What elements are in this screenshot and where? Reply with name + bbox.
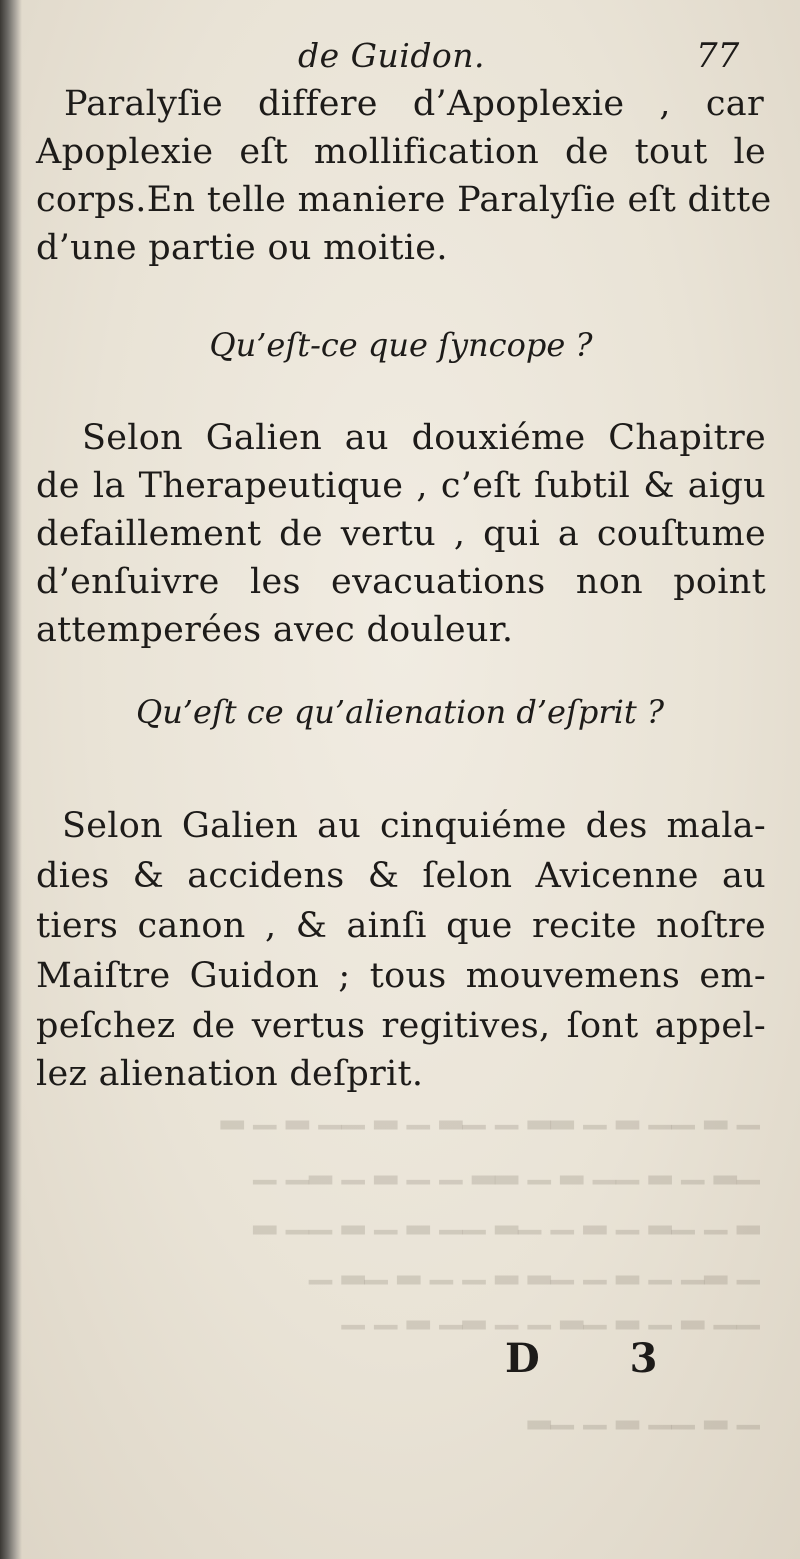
paragraph-line: peſchez de vertus regitives, ſont appel- — [36, 1006, 766, 1046]
running-head: de Guidon. — [298, 36, 486, 75]
section-heading: Qu’eſt ce qu’alienation d’eſprit ? — [135, 693, 665, 731]
paragraph-line: Paralyſie differe d’Apoplexie , car — [64, 84, 764, 124]
bleed-through-texture: ▁ ▂ ▁▁ ▂ ▁ ▁▂ — [527, 1395, 760, 1430]
bleed-through-texture: ▁ ▂ ▁▁ ▂ ▁ ▂▂ ▁ ▁▂ ▁ ▂ ▁▁ ▂ ▁ ▂ — [220, 1095, 760, 1130]
paragraph-line: lez alienation deſprit. — [36, 1054, 424, 1094]
bleed-through-texture: ▁▂ ▁ ▂ ▁▁ ▂ ▁ ▂▂ ▁ ▁ ▂ ▁ ▂▁ ▁ — [253, 1150, 760, 1185]
bleed-through-texture: ▂ ▁ ▁▂ ▁ ▂ ▁ ▁▂ ▁▁ ▂ ▁ ▂ ▁▁ ▂ — [253, 1200, 760, 1235]
book-spine-shadow — [0, 0, 22, 1559]
signature-mark: D 3 — [505, 1335, 696, 1382]
paragraph-line: d’une partie ou moitie. — [36, 228, 448, 268]
paragraph-line: de la Therapeutique , c’eſt ſubtil & aigu — [36, 466, 766, 506]
paragraph-line: Apoplexie eſt mollification de tout le — [36, 132, 766, 172]
paragraph-line: corps.En telle maniere Paralyſie eſt ditte — [36, 180, 772, 220]
paragraph-line: Selon Galien au cinquiéme des mala- — [62, 806, 766, 846]
paragraph-line: d’enſuivre les evacuations non point — [36, 562, 766, 602]
page-number: 77 — [696, 36, 740, 76]
paragraph-line: Maiſtre Guidon ; tous mouvemens em- — [36, 956, 766, 996]
page-header — [36, 36, 766, 88]
section-heading: Qu’eſt-ce que ſyncope ? — [209, 326, 593, 364]
paragraph-line: Selon Galien au douxiéme Chapitre — [82, 418, 766, 458]
paragraph-line: attemperées avec douleur. — [36, 610, 514, 650]
paragraph-line: tiers canon , & ainſi que recite noſtre — [36, 906, 766, 946]
bleed-through-texture: ▁ ▂▁ ▁ ▂ ▁ ▁▂ ▂ ▁ ▁ ▂ ▁▂ ▁ — [309, 1250, 760, 1285]
paragraph-line: dies & accidens & ſelon Avicenne au — [36, 856, 766, 896]
paragraph-line: defaillement de vertu , qui a couſtume — [36, 514, 766, 554]
bleed-through-texture: ▁▁ ▂ ▁ ▂ ▁▂ ▁ ▁ ▂▁ ▂ ▁ ▁ — [341, 1295, 760, 1330]
